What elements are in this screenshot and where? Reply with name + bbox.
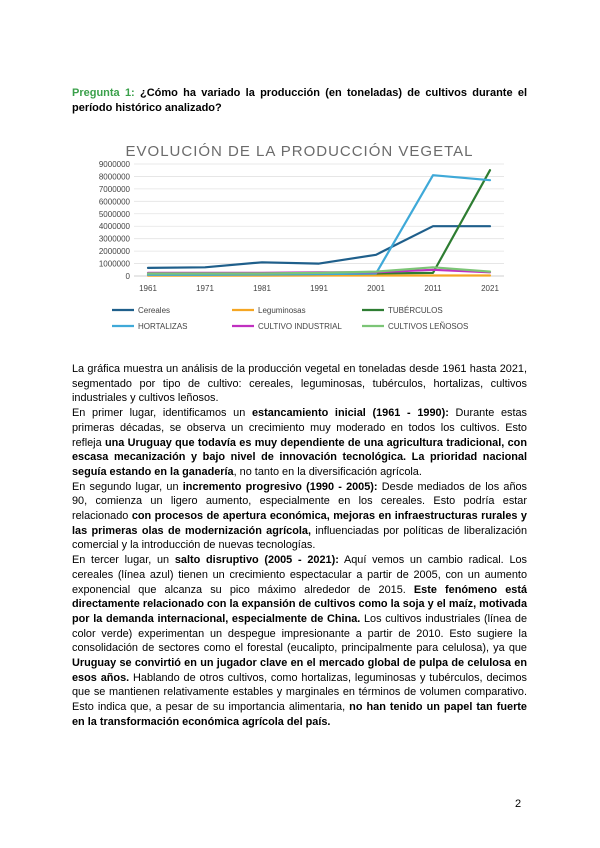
chart-svg bbox=[72, 132, 527, 340]
paragraph bbox=[72, 362, 527, 406]
bold-text-run: una Uruguay que todavía es muy dependiente de una agricultura tradicional, con escasa mecanización y bajo nivel de innovación tecnológica. La prioridad nacional seguía estando en la ganadería bbox=[72, 436, 527, 478]
x-tick-label: 1991 bbox=[310, 284, 328, 293]
question-heading bbox=[72, 86, 527, 115]
legend-label: Cereales bbox=[138, 306, 171, 315]
y-tick-label: 4000000 bbox=[98, 222, 130, 232]
legend-label: CULTIVOS LEÑOSOS bbox=[388, 322, 469, 331]
text-run: Hablando de otros cultivos, como hortalizas, leguminosas y tubérculos, decimos que se mantienen relativamente estables y marginales en términos de volumen comparativo. Esto indica que, a pesar de su importancia alimentaria, bbox=[72, 671, 527, 714]
text-run: En primer lugar, identificamos un bbox=[72, 407, 252, 420]
chart-title: EVOLUCIÓN DE LA PRODUCCIÓN VEGETAL bbox=[125, 143, 474, 160]
text-run: Aquí vemos un cambio radical. Los cereales (línea azul) tienen un crecimiento espectacular a partir de 2005, con un aumento exponencial que alcanza su pico máximo alrededor de 2015. bbox=[72, 554, 528, 596]
bold-text-run: salto disruptivo (2005 - 2021): bbox=[174, 554, 339, 567]
x-tick-label: 2001 bbox=[367, 284, 385, 293]
legend-label: HORTALIZAS bbox=[138, 322, 188, 331]
text-run: , no tanto en la diversificación agrícola. bbox=[233, 465, 422, 478]
x-tick-label: 2021 bbox=[481, 284, 499, 293]
series-line-hortalizas bbox=[148, 175, 490, 275]
text-run: Los cultivos industriales (línea de color verde) experimentan un despegue impresionante a partir de 2010. Esto sugiere la consolidación de sectores como el forestal (eucalipto, principalmente para celulosa), ya que bbox=[72, 612, 527, 655]
series-line-tub-rculos bbox=[148, 170, 490, 274]
bold-text-run: con procesos de apertura económica, mejoras en infraestructuras rurales y las primeras olas de modernización agrícola, bbox=[72, 510, 527, 537]
y-tick-label: 0 bbox=[125, 272, 130, 281]
question-label: Pregunta 1: bbox=[72, 87, 135, 99]
text-run: Desde mediados de los años 90, comienza un ligero aumento, especialmente en los cereales. Esto podría estar relacionado bbox=[72, 480, 528, 523]
text-run: influenciadas por políticas de liberalización comercial y la introducción de nuevas tecnologías. bbox=[72, 524, 528, 552]
x-tick-label: 1981 bbox=[253, 284, 271, 293]
text-run: Durante estas primeras décadas, se observa un crecimiento muy moderado en todos los cultivos. Esto refleja bbox=[72, 407, 528, 449]
paragraph bbox=[72, 406, 527, 480]
text-run: La gráfica muestra un análisis de la producción vegetal en toneladas desde 1961 hasta 2021, segmentado por tipo de cultivo: cereales, leguminosas, tubérculos, hortalizas, cultivos industriales y cultivos leñosos. bbox=[72, 363, 527, 405]
bold-text-run: no han tenido un papel tan fuerte en la transformación económica agrícola del país. bbox=[72, 701, 527, 728]
bold-text-run: estancamiento inicial (1961 - 1990): bbox=[251, 407, 449, 420]
legend-label: TUBÉRCULOS bbox=[388, 306, 443, 315]
y-tick-label: 2000000 bbox=[98, 247, 130, 257]
y-tick-label: 5000000 bbox=[98, 209, 130, 219]
x-tick-label: 2011 bbox=[424, 284, 442, 293]
question-text: ¿Cómo ha variado la producción (en toneladas) de cultivos durante el período histórico analizado? bbox=[72, 87, 528, 114]
y-tick-label: 8000000 bbox=[98, 172, 130, 182]
page-number: 2 bbox=[515, 798, 522, 810]
y-tick-label: 7000000 bbox=[98, 184, 130, 194]
legend-label: CULTIVO INDUSTRIAL bbox=[258, 322, 342, 331]
bold-text-run: Uruguay se convirtió en un jugador clave en el mercado global de pulpa de celulosa en esos años. bbox=[72, 657, 527, 684]
production-chart bbox=[72, 132, 527, 340]
bold-text-run: incremento progresivo (1990 - 2005): bbox=[182, 480, 378, 493]
y-tick-label: 1000000 bbox=[98, 259, 130, 269]
legend-label: Leguminosas bbox=[258, 306, 306, 315]
bold-text-run: Este fenómeno está directamente relacionado con la expansión de cultivos como la soja y el maíz, motivada por la demanda internacional, especialmente de China. bbox=[72, 583, 527, 625]
text-run: En tercer lugar, un bbox=[72, 554, 175, 567]
analysis-text bbox=[72, 362, 527, 730]
y-tick-label: 9000000 bbox=[98, 160, 130, 169]
y-tick-label: 6000000 bbox=[98, 197, 130, 207]
y-tick-label: 3000000 bbox=[98, 234, 130, 244]
text-run: En segundo lugar, un bbox=[72, 480, 183, 493]
x-tick-label: 1961 bbox=[139, 284, 157, 293]
x-tick-label: 1971 bbox=[196, 284, 214, 293]
paragraph bbox=[72, 480, 527, 554]
paragraph bbox=[72, 553, 527, 729]
